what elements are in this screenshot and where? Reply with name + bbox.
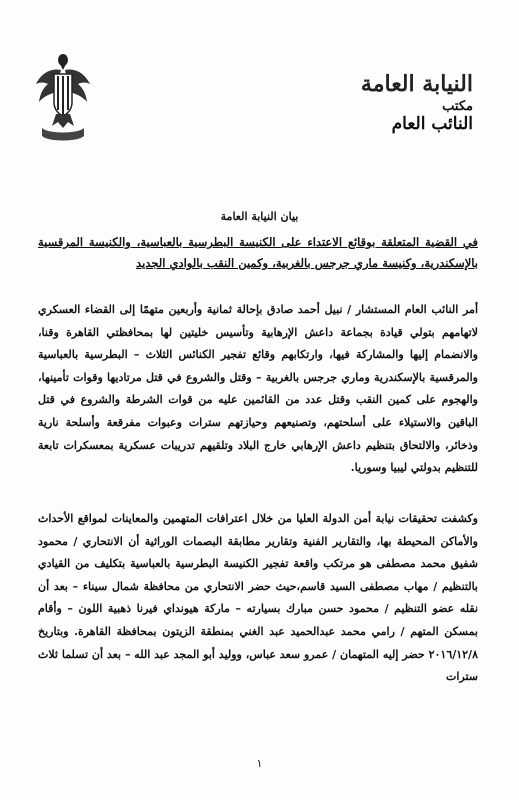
letterhead bbox=[361, 72, 473, 134]
office-name: النائب العام bbox=[391, 114, 473, 134]
document-title: بيان النيابة العامة bbox=[220, 210, 299, 223]
eagle-emblem-icon bbox=[34, 52, 92, 142]
org-name: النيابة العامة bbox=[360, 71, 473, 97]
paragraph-2: وكشفت تحقيقات نيابة أمن الدولة العليا من خلال اعترافات المتهمين والمعاينات لمواقع الأحداث والأماكن المحيطة بها، والتقارير الفنية وتقارير مطابقة البصمات الوراثية أن الانتحاري / محمود شفيق محمد مصطفى هو مرتكب واقعة تفجير الكنيسة البطرسية بالعباسية بتكليف من القيادي بالتنظيم / مهاب مصطفى السيد قاسم،حيث حضر الانتحاري من محافظة شمال سيناء – بعد أن نقله عضو التنظيم / محمود حسن مبارك بسيارته – ماركة هيونداي فيرنا ذهبية اللون – وأقام بمسكن المتهم / رامي محمد عبدالحميد عبد الغني بمنطقة الزيتون بمحافظة القاهرة. وبتاريخ ٢٠١٦/١٢/٨ حضر إليه المتهمان / عمرو سعد عباس، ووليد أبو المجد عبد الله – بعد أن تسلما ثلاث سترات bbox=[38, 512, 478, 684]
office-label: مكتب bbox=[442, 99, 473, 114]
document-subject: في القضية المتعلقة بوقائع الاعتداء على الكنيسة البطرسية بالعباسية، والكنيسة المرقسية بالإسكندرية، وكنيسة ماري جرجس بالغربية، وكمين النقب بالوادي الجديد bbox=[38, 235, 478, 270]
page-number: ١ bbox=[256, 757, 263, 770]
paragraph-1: أمر النائب العام المستشار / نبيل أحمد صادق بإحالة ثمانية وأربعين متهمًا إلى القضاء العسكري لاتهامهم بتولي قيادة بجماعة داعش الإرهابية وتأسيس خليتين لها بمحافظتي القاهرة وقنا، والانضمام إليها والمشاركة فيها، وارتكابهم وقائع تفجير الكنائس الثلاث – البطرسية بالعباسية والمرقسية بالإسكندرية وماري جرجس بالغربية – وقتل والشروع في قتل مرتاديها وقوات تأمينها، والهجوم على كمين النقب وقتل عدد من القائمين عليه من قوات الشرطة والشروع في قتل الباقين والاستيلاء على أسلحتهم، وتصنيعهم وحيازتهم سترات وعبوات مفرقعة وأسلحة نارية وذخائر، والالتحاق بتنظيم داعش الإرهابي خارج البلاد وتلقيهم تدريبات عسكرية بمعسكرات تابعة للتنظيم بدولتي ليبيا وسوريا. bbox=[38, 303, 478, 475]
